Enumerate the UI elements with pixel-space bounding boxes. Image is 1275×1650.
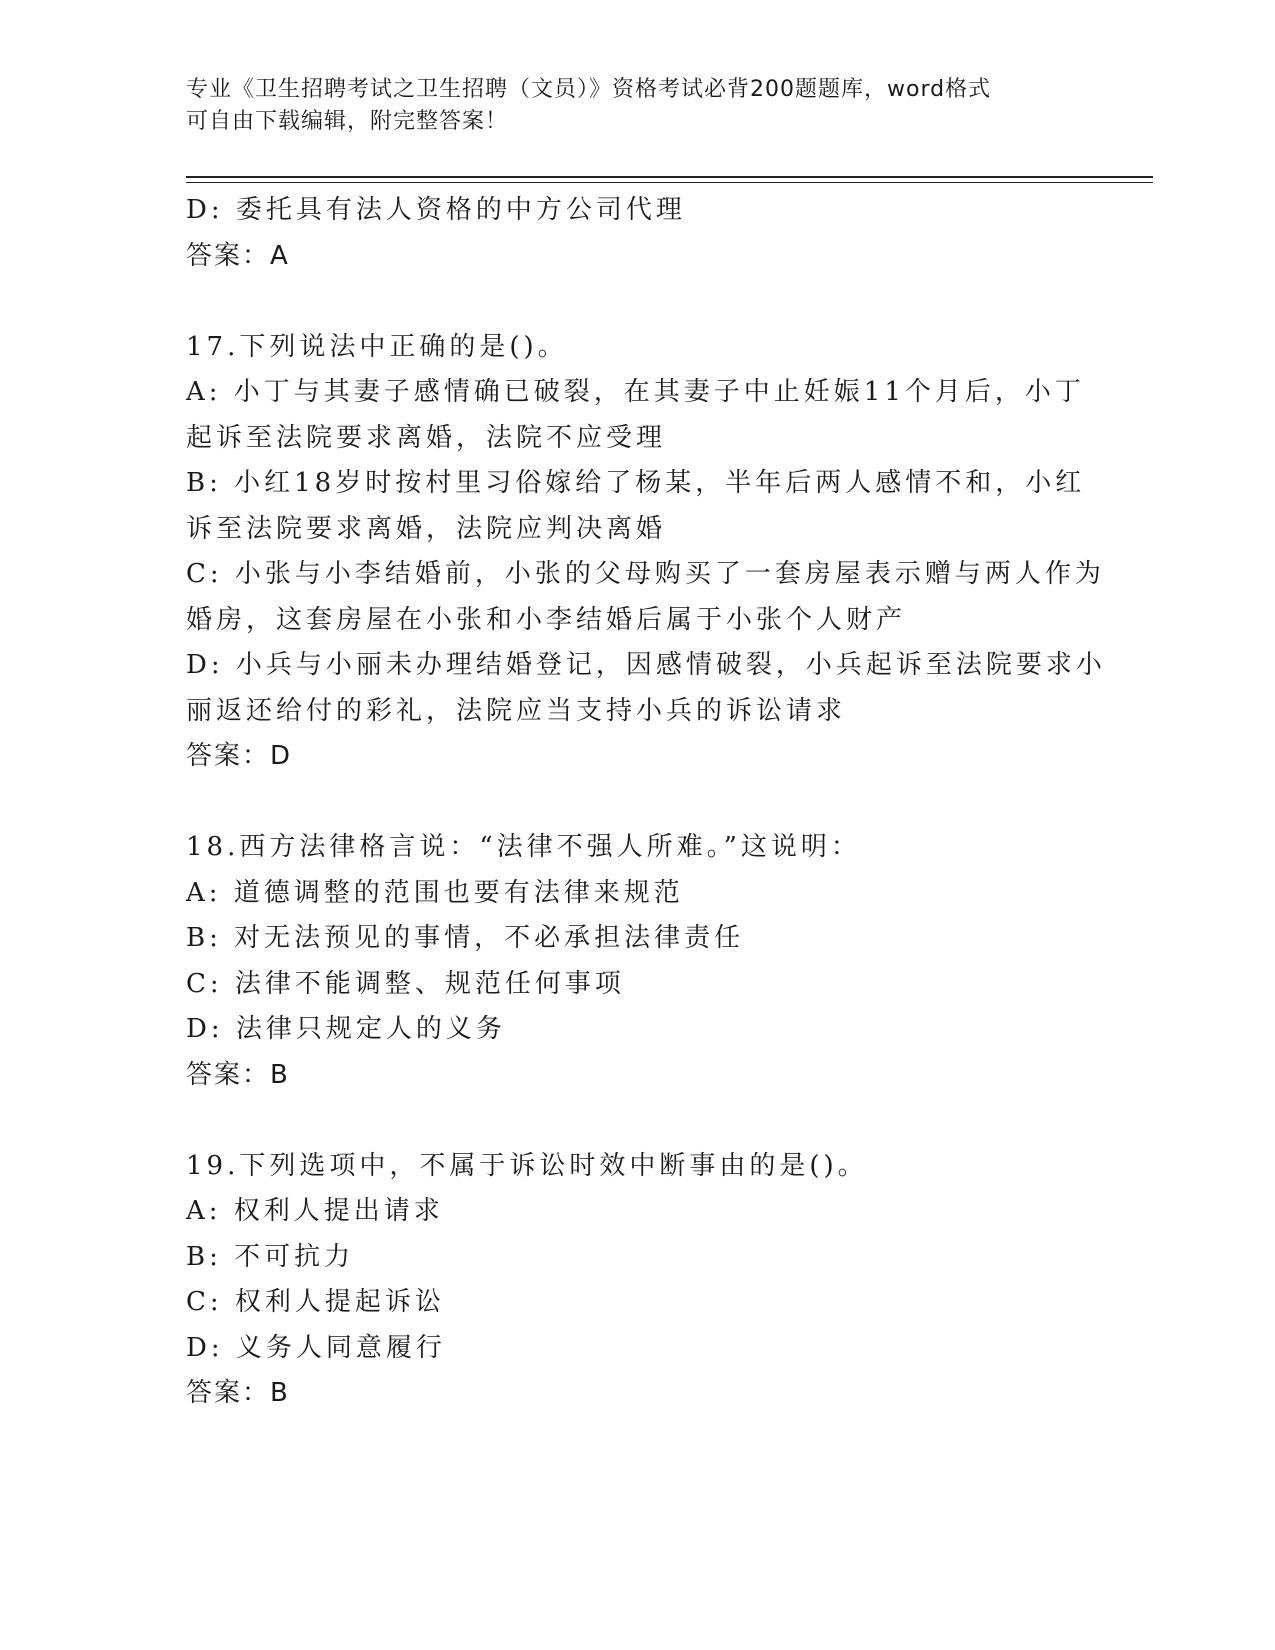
option-d: D: 小兵与小丽未办理结婚登记，因感情破裂，小兵起诉至法院要求小	[186, 650, 1106, 680]
option-c: C: 法律不能调整、规范任何事项	[186, 968, 625, 999]
question-17	[186, 325, 1106, 780]
spacer	[186, 780, 1086, 826]
option-b: B: 对无法预见的事情，不必承担法律责任	[186, 923, 745, 953]
option-c: C: 权利人提起诉讼	[186, 1287, 445, 1317]
option-a-continued: 起诉至法院要求离婚，法院不应受理	[186, 422, 667, 453]
option-a: A: 小丁与其妻子感情确已破裂，在其妻子中止妊娠11个月后，小丁	[186, 377, 1085, 407]
option-d: D: 法律只规定人的义务	[186, 1014, 506, 1044]
option-b: B: 小红18岁时按村里习俗嫁给了杨某，半年后两人感情不和，小红	[186, 468, 1086, 498]
answer-line: 答案：A	[186, 240, 290, 271]
option-d: D: 委托具有法人资格的中方公司代理	[186, 195, 686, 225]
option-b: B: 不可抗力	[186, 1241, 355, 1272]
option-c-continued: 婚房，这套房屋在小张和小李结婚后属于小张个人财产	[186, 604, 907, 635]
answer-line: 答案：D	[186, 741, 293, 771]
header-title-line-1: 专业《卫生招聘考试之卫生招聘（文员）》资格考试必背200题题库，word格式	[186, 77, 992, 102]
option-a: A: 权利人提出请求	[186, 1196, 444, 1226]
header-title-line-2: 可自由下载编辑，附完整答案！	[186, 109, 509, 134]
question-stem: 18.西方法律格言说：“法律不强人所难。”这说明：	[186, 832, 861, 862]
document-header	[186, 74, 1066, 138]
header-divider-thin	[186, 182, 1153, 183]
question-content	[186, 188, 1106, 1417]
spacer	[186, 1098, 1086, 1144]
header-divider-thick	[186, 176, 1153, 178]
question-stem: 17.下列说法中正确的是()。	[186, 331, 568, 362]
answer-line: 答案：B	[186, 1378, 290, 1408]
option-c: C: 小张与小李结婚前，小张的父母购买了一套房屋表示赠与两人作为	[186, 559, 1105, 589]
spacer	[186, 279, 1086, 325]
option-d-continued: 丽返还给付的彩礼，法院应当支持小兵的诉讼请求	[186, 695, 847, 726]
question-19	[186, 1144, 1086, 1417]
option-b-continued: 诉至法院要求离婚，法院应判决离婚	[186, 513, 667, 544]
option-a: A: 道德调整的范围也要有法律来规范	[186, 877, 684, 908]
option-d: D: 义务人同意履行	[186, 1332, 446, 1363]
previous-question-tail	[186, 188, 1086, 279]
question-18	[186, 825, 1086, 1098]
question-stem: 19.下列选项中，不属于诉讼时效中断事由的是()。	[186, 1150, 868, 1181]
answer-line: 答案：B	[186, 1059, 290, 1090]
